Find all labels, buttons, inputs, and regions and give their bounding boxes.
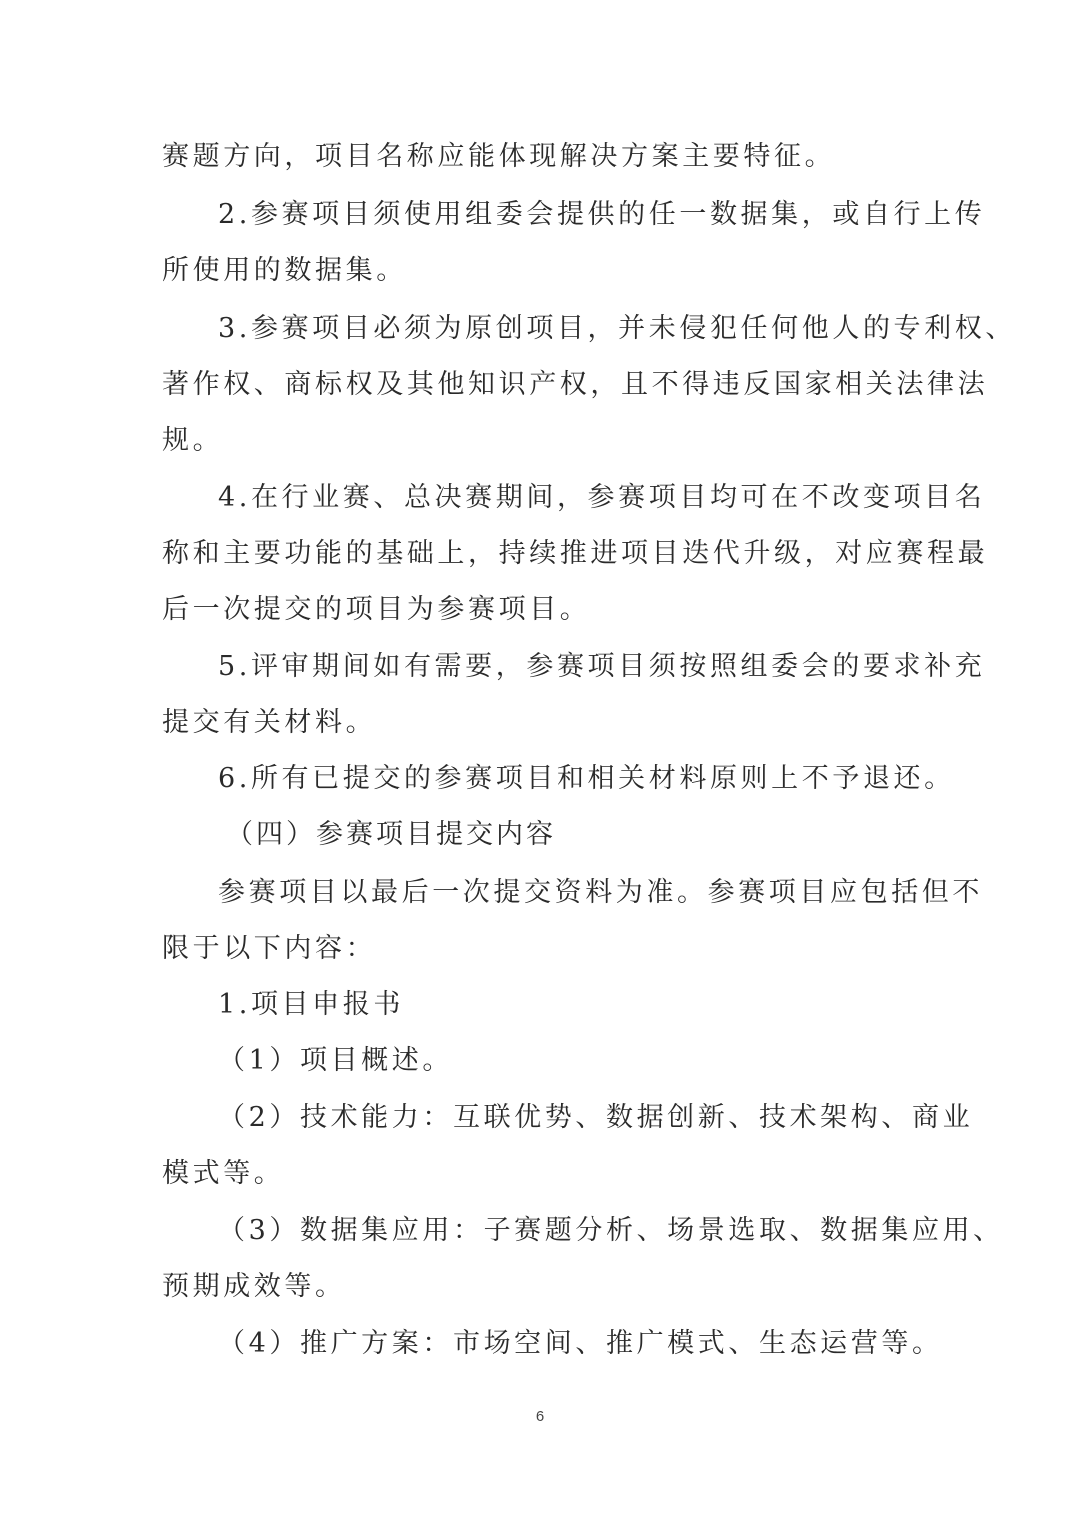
list-item: （1）项目概述。	[218, 1045, 453, 1076]
page-number: 6	[535, 1408, 545, 1425]
paragraph-line: 6.所有已提交的参赛项目和相关材料原则上不予退还。	[218, 763, 955, 794]
list-item: 1.项目申报书	[218, 989, 404, 1020]
list-item: （4）推广方案：市场空间、推广模式、生态运营等。	[218, 1328, 943, 1359]
section-heading: （四）参赛项目提交内容	[226, 819, 556, 850]
paragraph-line: 提交有关材料。	[162, 707, 377, 738]
paragraph-line: 模式等。	[162, 1158, 285, 1189]
paragraph-line: 后一次提交的项目为参赛项目。	[162, 594, 591, 625]
paragraph-line: 限于以下内容：	[162, 933, 377, 964]
paragraph-line: 所使用的数据集。	[162, 255, 407, 286]
paragraph-line: 参赛项目以最后一次提交资料为准。参赛项目应包括但不	[218, 877, 983, 908]
paragraph-line: 规。	[162, 425, 224, 456]
paragraph-line: 5.评审期间如有需要，参赛项目须按照组委会的要求补充	[218, 651, 986, 682]
list-item: （3）数据集应用：子赛题分析、场景选取、数据集应用、	[218, 1215, 1004, 1246]
paragraph-line: 4.在行业赛、总决赛期间，参赛项目均可在不改变项目名	[218, 482, 986, 513]
paragraph-line: 著作权、商标权及其他知识产权，且不得违反国家相关法律法	[162, 369, 989, 400]
paragraph-line: 预期成效等。	[162, 1271, 346, 1302]
paragraph-line: 3.参赛项目必须为原创项目，并未侵犯任何他人的专利权、	[218, 313, 1016, 344]
list-item: （2）技术能力：互联优势、数据创新、技术架构、商业	[218, 1102, 974, 1133]
paragraph-line: 称和主要功能的基础上，持续推进项目迭代升级，对应赛程最	[162, 538, 989, 569]
paragraph-line: 赛题方向，项目名称应能体现解决方案主要特征。	[162, 141, 836, 172]
paragraph-line: 2.参赛项目须使用组委会提供的任一数据集，或自行上传	[218, 199, 986, 230]
